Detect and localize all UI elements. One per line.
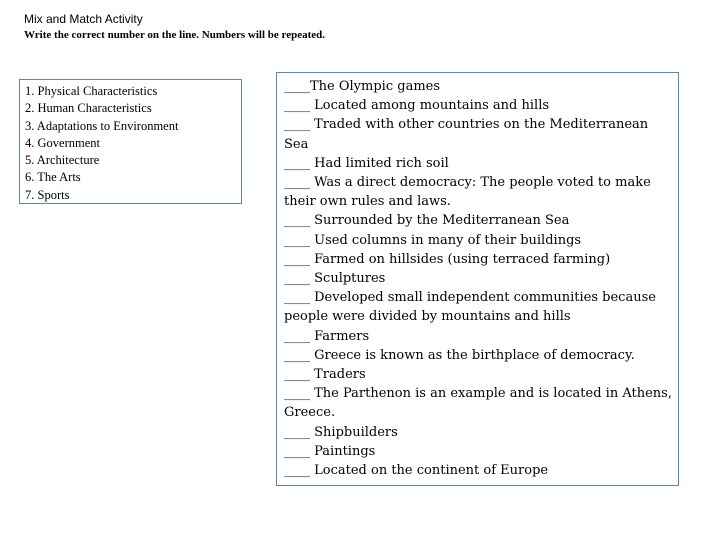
instructions: Write the correct number on the line. Numbers will be repeated.: [24, 29, 326, 41]
statement-item: ____ Used columns in many of their buildings: [284, 232, 582, 248]
statement-item: ____ Greece is known as the birthplace of democracy.: [284, 347, 635, 363]
category-item: 7. Sports: [25, 187, 70, 202]
category-item: 3. Adaptations to Environment: [25, 118, 179, 133]
statement-item: ____ Sculptures: [284, 271, 386, 287]
statement-item: ____ Had limited rich soil: [284, 155, 449, 171]
statement-item: ____ Traded with other countries on the Mediterranean Sea: [284, 117, 649, 152]
category-item: 1. Physical Characteristics: [25, 84, 158, 98]
statement-item: ____ Shipbuilders: [284, 424, 398, 440]
statement-item: ____ Located on the continent of Europe: [284, 463, 549, 479]
category-item: 5. Architecture: [25, 153, 100, 168]
statement-list-box: [276, 72, 679, 486]
statement-item: ____ Developed small independent communities because people were divided by mountains and hills: [284, 290, 656, 325]
statement-item: ____ Traders: [284, 367, 366, 383]
statement-item: ____ Farmed on hillsides (using terraced farming): [284, 251, 611, 267]
statement-item: ____ The Parthenon is an example and is located in Athens, Greece.: [284, 386, 672, 421]
statement-item: ____The Olympic games: [284, 79, 441, 94]
category-list-box: [19, 79, 242, 204]
category-item: 6. The Arts: [25, 170, 81, 185]
statement-item: ____ Farmers: [284, 328, 370, 344]
category-item: 2. Human Characteristics: [25, 101, 152, 116]
statement-item: ____ Paintings: [284, 443, 376, 459]
statement-item: ____ Surrounded by the Mediterranean Sea: [284, 213, 570, 229]
activity-title: Mix and Match Activity: [24, 12, 143, 26]
statement-item: ____ Was a direct democracy: The people voted to make their own rules and laws.: [284, 175, 651, 210]
statement-item: ____ Located among mountains and hills: [284, 98, 550, 114]
category-item: 4. Government: [25, 135, 100, 150]
